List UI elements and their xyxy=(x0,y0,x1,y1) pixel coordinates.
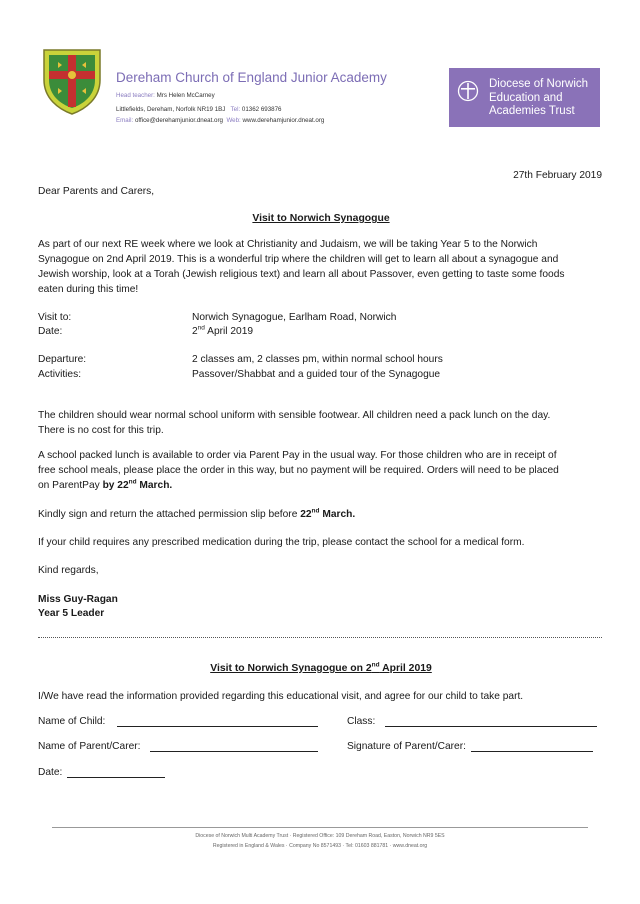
school-crest-logo xyxy=(42,46,102,116)
diocese-cross-icon xyxy=(457,80,479,102)
date-value xyxy=(192,326,253,337)
slip-date-field[interactable] xyxy=(67,777,165,778)
diocese-logo-box xyxy=(449,68,600,127)
school-web[interactable]: www.derehamjunior.dneat.org xyxy=(242,117,325,124)
diocese-line-2: Education and xyxy=(489,91,563,104)
activities-value: Passover/Shabbat and a guided tour of the Synagogue xyxy=(192,369,441,380)
slip-agreement: I/We have read the information provided regarding this educational visit, and agree for our child to take part. xyxy=(38,691,524,702)
visit-label: Visit to: xyxy=(38,312,72,323)
diocese-line-3: Academies Trust xyxy=(489,105,575,117)
footer-line-2: Registered in England & Wales · Company No 8571493 · Tel: 01603 881781 · www.dneat.org xyxy=(212,843,428,849)
letter-greeting: Dear Parents and Carers, xyxy=(38,186,155,197)
date-suffix: nd xyxy=(197,324,205,332)
diocese-name xyxy=(489,78,588,119)
date-label: Date: xyxy=(38,326,63,337)
medication-paragraph: If your child requires any prescribed medication during the trip, please contact the school for a medical form. xyxy=(38,537,525,548)
web-label: Web: xyxy=(226,117,241,124)
parent-name-field[interactable] xyxy=(150,751,318,752)
parent-name-label: Name of Parent/Carer: xyxy=(38,741,141,752)
signature-label: Signature of Parent/Carer: xyxy=(347,741,466,752)
date-rest: April 2019 xyxy=(204,326,254,337)
intro-line: eaten during this time! xyxy=(38,284,139,295)
footer-line-1: Diocese of Norwich Multi Academy Trust · Registered Office: 109 Dereham Road, Easton, Norwich NR9 5ES xyxy=(195,833,445,839)
headteacher-name: Mrs Helen McCarney xyxy=(156,92,215,99)
date-day: 2 xyxy=(192,326,198,337)
uniform-line: The children should wear normal school uniform with sensible footwear. All children need a pack lunch on the day. xyxy=(38,410,551,421)
school-tel: 01362 693876 xyxy=(241,106,282,113)
lunch-line xyxy=(38,478,604,493)
return-slip-paragraph xyxy=(38,507,604,522)
departure-label: Departure: xyxy=(38,354,87,365)
return-text: Kindly sign and return the attached permission slip before xyxy=(38,509,301,520)
school-name: Dereham Church of England Junior Academy xyxy=(116,70,387,85)
intro-line: Synagogue on 2nd April 2019. This is a wonderful trip where the children will get to learn all about a synagogue and xyxy=(38,254,559,265)
lunch-deadline: by 22 xyxy=(102,480,129,491)
return-deadline-suffix: nd xyxy=(311,507,320,515)
lunch-deadline-suffix: nd xyxy=(128,478,137,486)
activities-label: Activities: xyxy=(38,369,82,380)
uniform-paragraph xyxy=(38,408,604,438)
headteacher-label: Head teacher: xyxy=(116,92,155,99)
lunch-last-text: on ParentPay xyxy=(38,480,103,491)
class-label: Class: xyxy=(347,716,376,727)
uniform-line: There is no cost for this trip. xyxy=(38,425,164,436)
visit-value: Norwich Synagogue, Earlham Road, Norwich xyxy=(192,312,397,323)
return-deadline: 22 xyxy=(300,509,312,520)
slip-title xyxy=(38,663,604,674)
class-field[interactable] xyxy=(385,726,597,727)
lunch-deadline-month: March. xyxy=(136,480,173,491)
email-label: Email: xyxy=(116,117,134,124)
school-email[interactable]: office@derehamjunior.dneat.org xyxy=(134,117,223,124)
intro-paragraph xyxy=(38,237,604,297)
lunch-paragraph xyxy=(38,448,604,493)
address-line xyxy=(116,106,281,113)
slip-title-text: Visit to Norwich Synagogue on 2 xyxy=(210,663,372,674)
intro-line: As part of our next RE week where we look at Christianity and Judaism, we will be taking Year 5 to the Norwich xyxy=(38,239,538,250)
regards: Kind regards, xyxy=(38,565,99,576)
intro-line: Jewish worship, look at a Torah (Jewish religious text) and learn all about Passover, even getting to taste some foods xyxy=(38,269,565,280)
child-name-field[interactable] xyxy=(117,726,318,727)
child-name-label: Name of Child: xyxy=(38,716,106,727)
footer-rule xyxy=(52,827,588,828)
tear-off-divider xyxy=(38,637,602,638)
signoff-name: Miss Guy-Ragan xyxy=(38,594,118,605)
signoff-role: Year 5 Leader xyxy=(38,608,105,619)
return-deadline-month: March. xyxy=(319,509,356,520)
departure-value: 2 classes am, 2 classes pm, within normal school hours xyxy=(192,354,443,365)
slip-title-suffix: nd xyxy=(371,661,380,669)
diocese-line-1: Diocese of Norwich xyxy=(489,78,589,90)
lunch-line: A school packed lunch is available to order via Parent Pay in the usual way. For those children who are in receipt of xyxy=(38,450,557,461)
signature-field[interactable] xyxy=(471,751,593,752)
tel-label: Tel: xyxy=(230,106,241,113)
contact-line xyxy=(116,117,324,124)
letter-title: Visit to Norwich Synagogue xyxy=(252,213,390,224)
slip-title-date: April 2019 xyxy=(379,663,432,674)
slip-date-label: Date: xyxy=(38,767,63,778)
lunch-line: free school meals, please place the order in this way, but no payment will be required. Orders will need to be placed xyxy=(38,465,559,476)
school-address: Littlefields, Dereham, Norfolk NR19 1BJ xyxy=(116,106,226,113)
headteacher-line xyxy=(116,92,215,99)
letter-date: 27th February 2019 xyxy=(513,170,602,181)
